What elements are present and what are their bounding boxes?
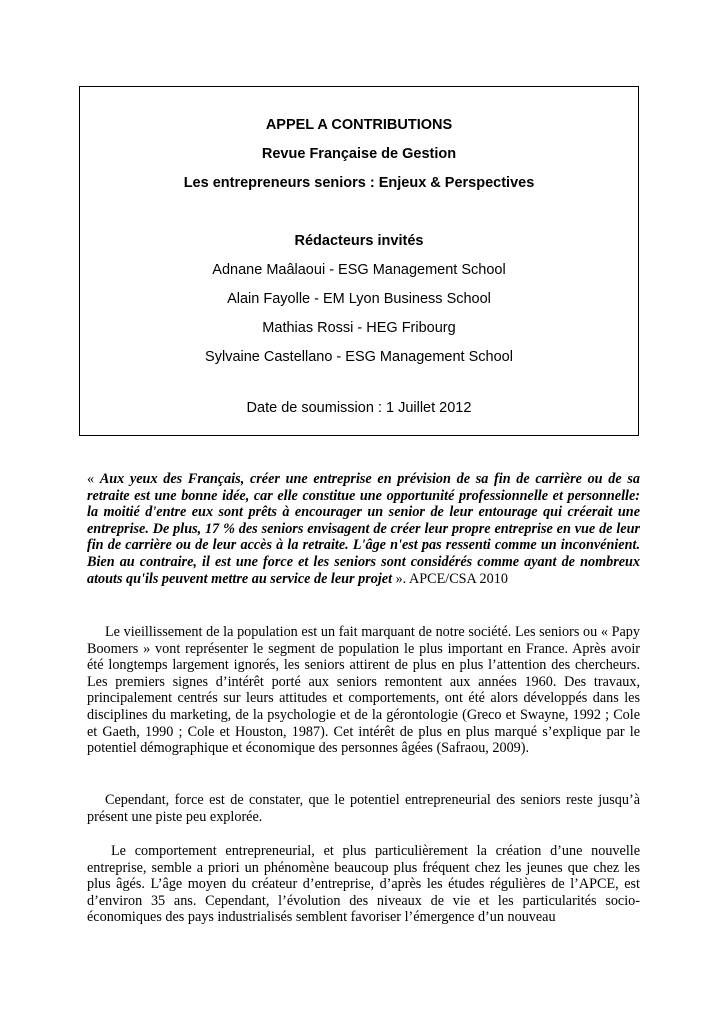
paragraph-text: Cependant, force est de constater, que le potentiel entrepreneurial des seniors reste jusqu’à présent une piste peu explorée.	[87, 792, 640, 825]
quote-text: Aux yeux des Français, créer une entreprise en prévision de sa fin de carrière ou de sa retraite est une bonne idée, car elle constitue une opportunité professionnelle et personnelle: la moitié d'entre eux sont prêts à encourager un senior de leur entourage qui créerait une entreprise. De plus, 17 % des seniors envisagent de créer leur propre entreprise en vue de leur fin de carrière ou de leur accès à la retraite. L'âge n'est pas ressenti comme un inconvénient. Bien au contraire, il est une force et les seniors sont considérés comme ayant de nombreux atouts qu'ils peuvent mettre au service de leur projet	[87, 471, 640, 587]
editor-line: Alain Fayolle - EM Lyon Business School	[227, 291, 491, 307]
editor-line: Mathias Rossi - HEG Fribourg	[262, 320, 456, 336]
editor-line: Adnane Maâlaoui - ESG Management School	[212, 262, 506, 278]
issue-theme: Les entrepreneurs seniors : Enjeux & Perspectives	[183, 175, 535, 191]
quote-close-mark: »	[392, 570, 403, 587]
journal-name: Revue Française de Gestion	[261, 146, 457, 162]
paragraph-text: Le vieillissement de la population est un fait marquant de notre société. Les seniors ou « Papy Boomers » vont représenter le segment de population le plus important en France. Après avoir été longtemps largement ignorés, les seniors attirent de plus en plus l’attention des chercheurs. Les premiers signes d’intérêt porté aux seniors remontent aux années 1960. Des travaux, principalement centrés sur leurs attitudes et comportements, ont été alors développés dans les disciplines du marketing, de la psychologie et de la gérontologie (Greco et Swayne, 1992 ; Cole et Gaeth, 1990 ; Cole et Houston, 1987). Cet intérêt de plus en plus marqué s’explique par le potentiel démographique et économique des personnes âgées (Safraou, 2009).	[87, 624, 640, 757]
submission-date: Date de soumission : 1 Juillet 2012	[246, 400, 472, 416]
call-title: APPEL A CONTRIBUTIONS	[265, 117, 453, 133]
quote-source: . APCE/CSA 2010	[402, 570, 508, 587]
paragraph	[87, 843, 640, 926]
paragraph-text: Le comportement entrepreneurial, et plus particulièrement la création d’une nouvelle entreprise, semble a priori un phénomène beaucoup plus fréquent chez les jeunes que chez les plus âgés. L’âge moyen du créateur d’entreprise, d’après les études régulières de l’APCE, est d’environ 35 ans. Cependant, l’évolution des niveaux de vie et les particularités socio-économiques des pays industrialisés semblent favoriser l’émergence d’un nouveau	[87, 843, 640, 926]
intro-quote	[87, 471, 640, 587]
editors-heading: Rédacteurs invités	[294, 233, 424, 249]
call-for-papers-box	[79, 86, 639, 436]
paragraph	[87, 624, 640, 757]
editor-line: Sylvaine Castellano - ESG Management School	[205, 349, 513, 365]
quote-open-mark: «	[87, 471, 100, 487]
paragraph	[87, 792, 640, 825]
